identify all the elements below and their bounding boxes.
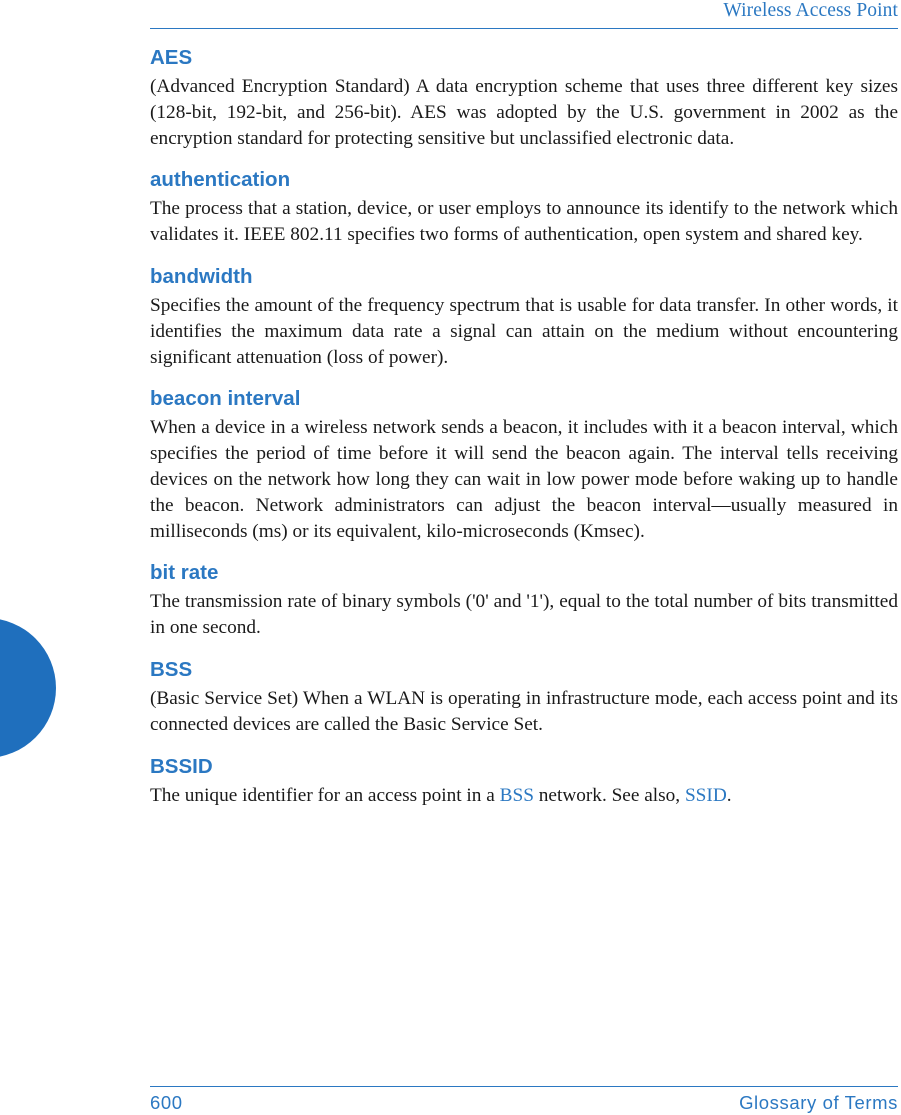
footer-section-title: Glossary of Terms [739, 1092, 898, 1113]
ssid-link[interactable]: SSID [684, 784, 727, 806]
definition-text: network. See also, [533, 784, 685, 806]
page-number: 600 [150, 1092, 183, 1113]
term-definition: The transmission rate of binary symbols ('0' and '1'), equal to the total number of bits transmitted in one second. [150, 591, 898, 639]
term-definition [150, 783, 898, 809]
bss-link[interactable]: BSS [499, 784, 534, 806]
page-footer [150, 1086, 898, 1115]
term-heading: bandwidth [150, 264, 253, 288]
chapter-tab-marker [0, 618, 56, 758]
glossary-entry-bandwidth [150, 263, 898, 370]
term-heading: BSS [150, 657, 193, 681]
page-header [150, 0, 898, 29]
term-definition: (Basic Service Set) When a WLAN is operating in infrastructure mode, each access point and its connected devices are called the Basic Service Set. [150, 687, 898, 735]
glossary-entry-bss [150, 656, 898, 738]
glossary-entry-bssid [150, 753, 898, 809]
term-heading: beacon interval [150, 387, 301, 411]
glossary-content [150, 44, 898, 823]
term-heading: AES [150, 46, 193, 69]
header-title: Wireless Access Point [723, 0, 898, 21]
term-heading: bit rate [150, 561, 219, 585]
glossary-entry-aes [150, 44, 898, 151]
definition-text: . [726, 784, 732, 806]
glossary-entry-bit-rate [150, 559, 898, 641]
term-definition: (Advanced Encryption Standard) A data encryption scheme that uses three different key sizes (128-bit, 192-bit, and 256-bit). AES was adopted by the U.S. government in 2002 as the encryption standard for protecting sensitive but unclassified electronic data. [150, 76, 898, 149]
term-definition: The process that a station, device, or user employs to announce its identify to the network which validates it. IEEE 802.11 specifies two forms of authentication, open system and shared key. [150, 198, 898, 246]
term-definition: Specifies the amount of the frequency spectrum that is usable for data transfer. In other words, it identifies the maximum data rate a signal can attain on the medium without encountering significant attenuation (loss of power). [150, 294, 898, 368]
term-heading: BSSID [150, 754, 213, 778]
definition-text: The unique identifier for an access point in a [150, 784, 500, 806]
term-heading: authentication [150, 168, 291, 192]
glossary-entry-authentication [150, 166, 898, 248]
term-definition: When a device in a wireless network sends a beacon, it includes with it a beacon interval, which specifies the period of time before it will send the beacon again. The interval tells receiving devices on the network how long they can wait in low power mode before waking up to handle the beacon. Network administrators can adjust the beacon interval—usually measured in milliseconds (ms) or its equivalent, kilo-microseconds (Kmsec). [150, 417, 898, 542]
glossary-entry-beacon-interval [150, 385, 898, 544]
